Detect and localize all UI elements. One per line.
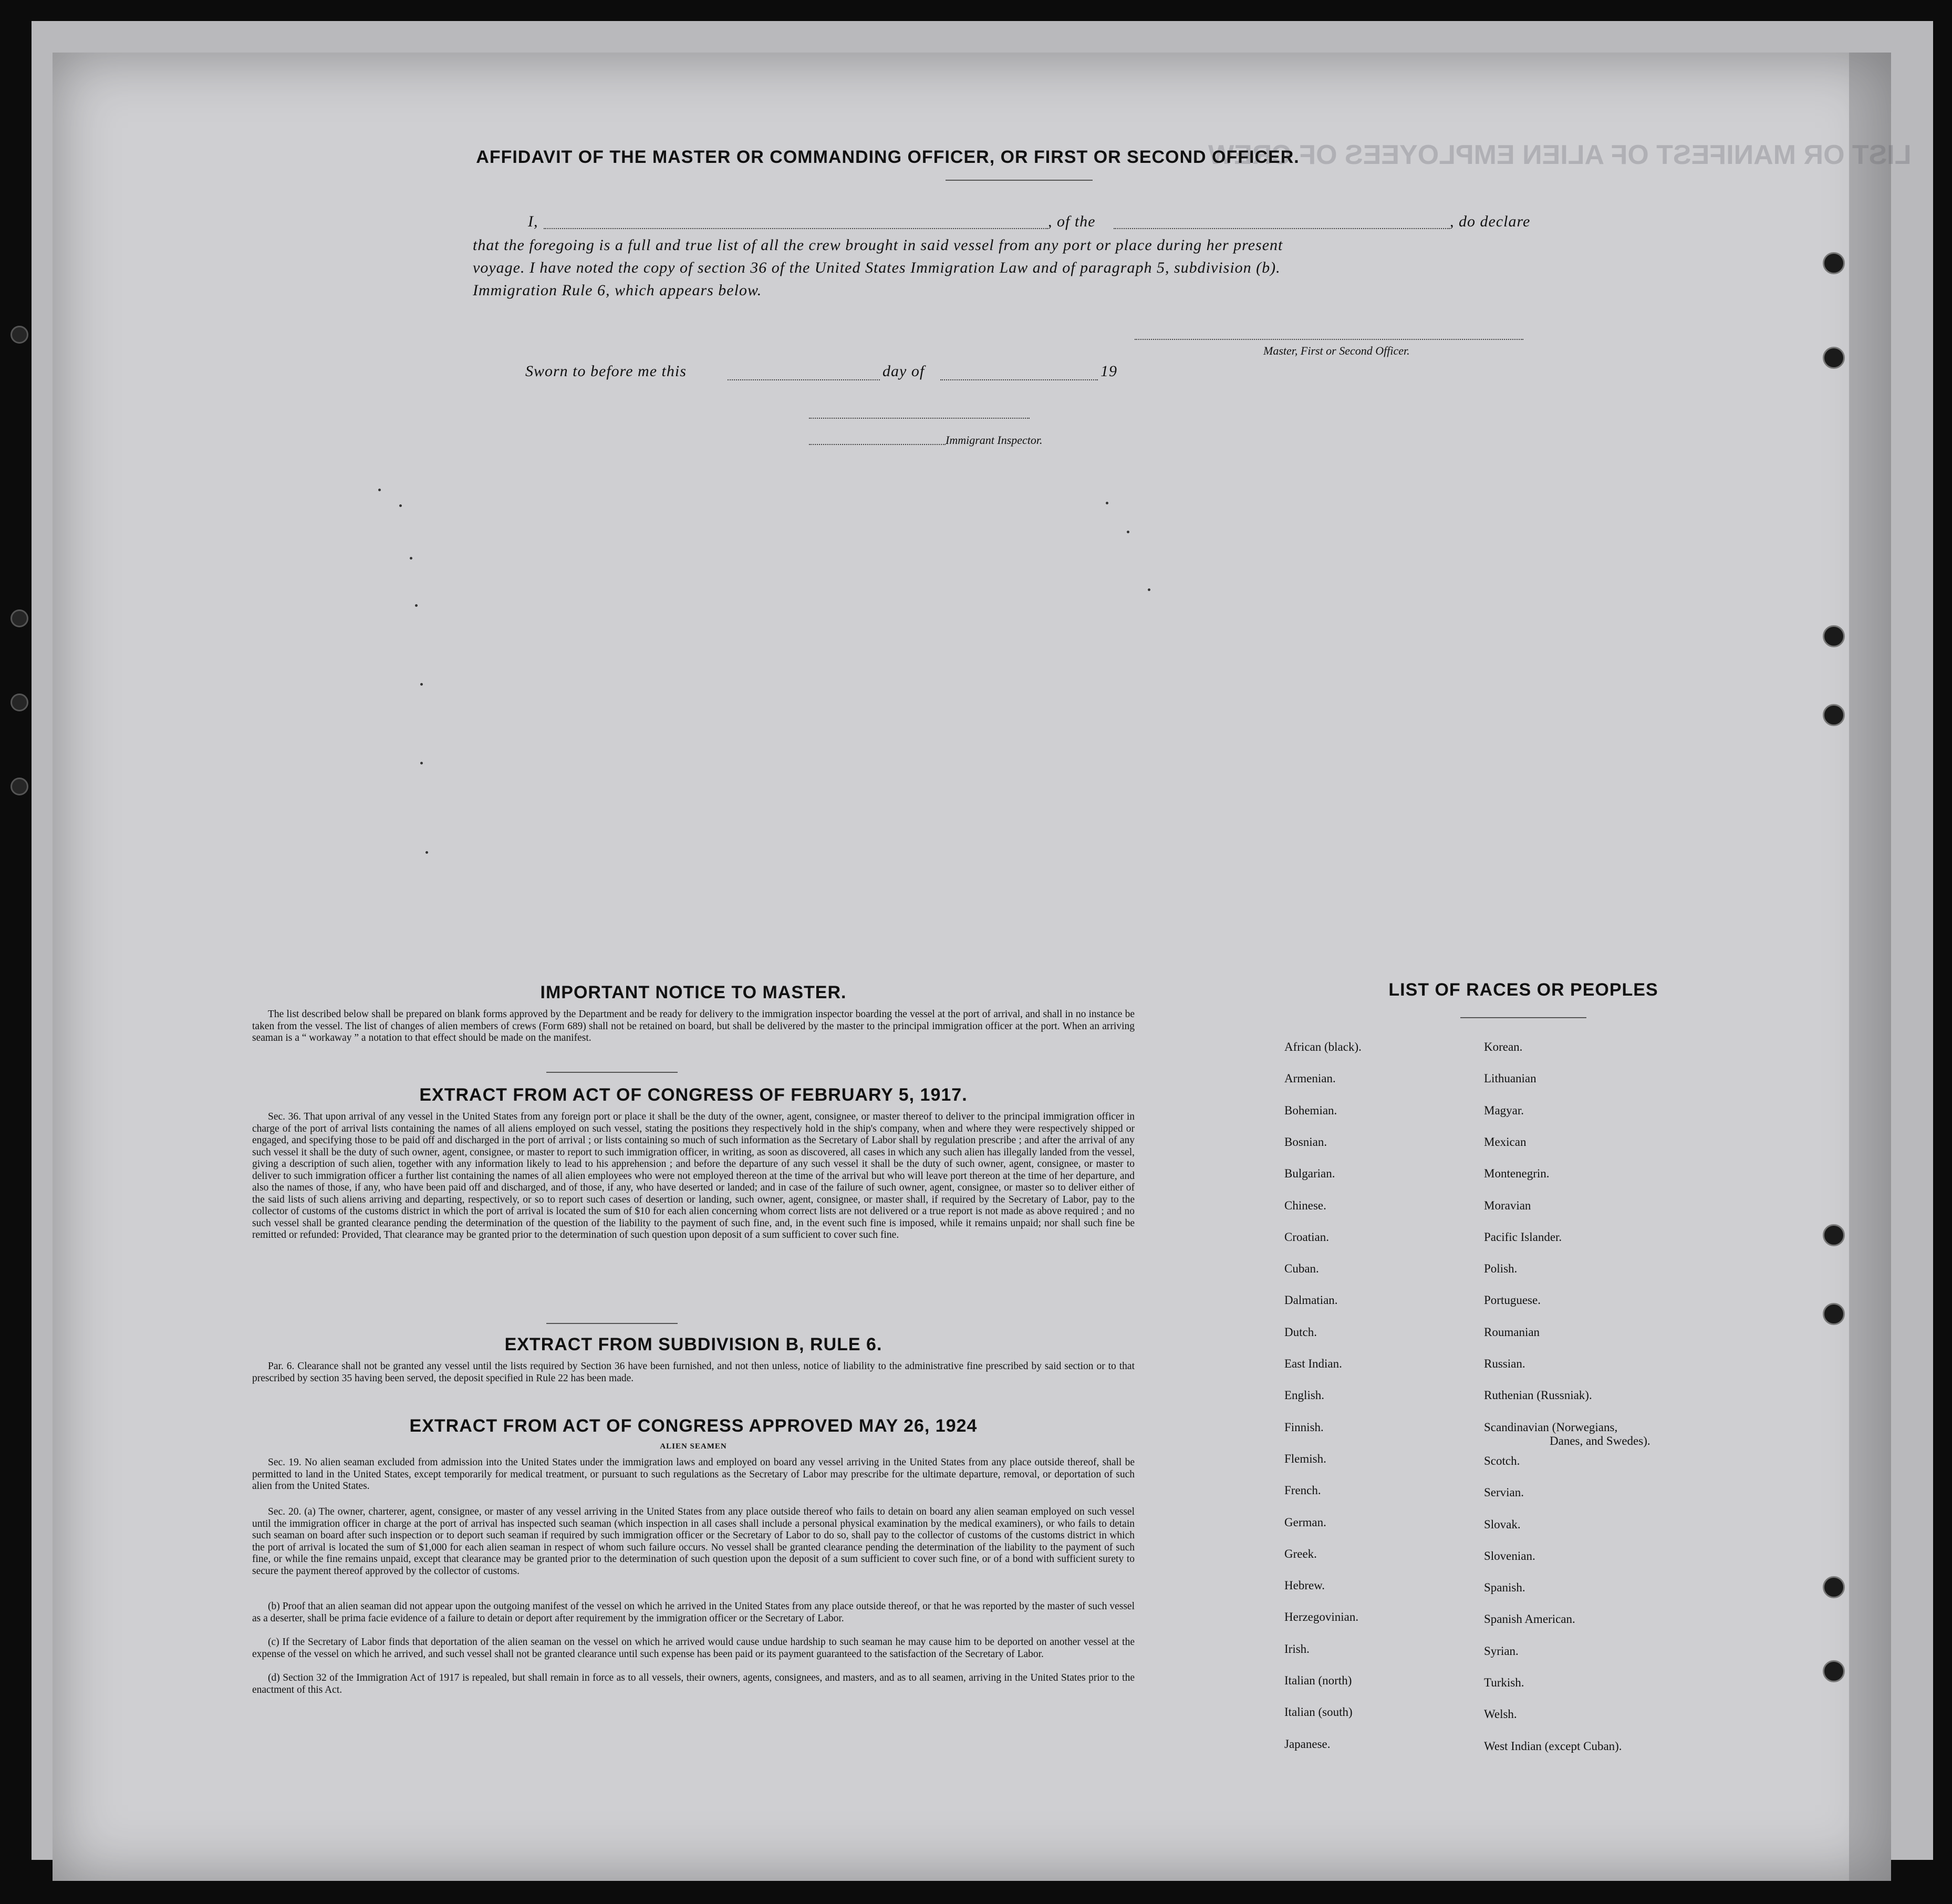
name-blank[interactable] bbox=[544, 228, 1048, 229]
inspector-label: Immigrant Inspector. bbox=[946, 433, 1043, 447]
binding-hole bbox=[1823, 252, 1845, 274]
extract-rule-6-title: EXTRACT FROM SUBDIVISION B, RULE 6. bbox=[504, 1334, 882, 1354]
mark bbox=[420, 762, 423, 764]
left-hole bbox=[11, 326, 28, 344]
mark bbox=[420, 683, 423, 686]
affidavit-of-the: , of the bbox=[1048, 213, 1096, 230]
inspector-blank[interactable] bbox=[809, 444, 946, 445]
extract-1917-rule bbox=[546, 1323, 678, 1324]
mark bbox=[425, 851, 428, 854]
affidavit-line-2: that the foregoing is a full and true list of all the crew brought in said vessel from any port or place during her present bbox=[473, 236, 1283, 254]
binding-hole bbox=[1823, 347, 1845, 369]
affidavit-title: AFFIDAVIT OF THE MASTER OR COMMANDING OFFICER, OR FIRST OR SECOND OFFICER. bbox=[476, 147, 1300, 167]
race-item: African (black). bbox=[1284, 1040, 1362, 1053]
race-item: Croatian. bbox=[1284, 1230, 1329, 1244]
race-item: Spanish. bbox=[1484, 1581, 1525, 1595]
extract-1924-title: EXTRACT FROM ACT OF CONGRESS APPROVED MAY 26, 1924 bbox=[409, 1416, 978, 1436]
extract-1917-title: EXTRACT FROM ACT OF CONGRESS OF FEBRUARY 5, 1917. bbox=[419, 1085, 968, 1105]
binding-hole bbox=[1823, 625, 1845, 647]
race-item: Finnish. bbox=[1284, 1420, 1324, 1434]
signature-blank[interactable] bbox=[1135, 339, 1523, 340]
race-item: Dutch. bbox=[1284, 1325, 1317, 1339]
race-item: Irish. bbox=[1284, 1642, 1310, 1655]
extract-1917-text: Sec. 36. That upon arrival of any vessel in the United States from any foreign port or place it shall be the duty of the owner, agent, consignee, or master thereof to deliver to the principal immigration officer in charge of the port of arrival lists containing the names of all aliens employed on such vessel, stating the positions they respectively hold in the ship's company, when and where they were respectively shipped or engaged, and specifying those to be paid off and discharged in the port of arrival ; or lists containing so much of such information as the Secretary of Labor shall by regulation prescribe ; and after the arrival of any such vessel it shall be the duty of such owner, agent, consignee, or master to report to such immigration officer, in writing, as soon as discovered, all cases in which any such alien has illegally landed from the vessel, giving a description of such alien, together with any information likely to lead to his apprehension ; and before the departure of any such vessel it shall be the duty of such owner, agent, consignee, or master to deliver to such immigration officer a further list containing the names of all alien employees who were not employed thereon at the time of the arrival but who will leave port thereon at the time of her departure, and also the names of those, if any, who have been paid off and discharged, and of those, if any, who have deserted or landed; and in case of the failure of such owner, agent, consignee, or master so to deliver either of the said lists of such aliens arriving and departing, respectively, or so to report such cases of desertion or landing, such owner, agent, consignee, or master shall, if required by the Secretary of Labor, pay to the collector of customs of the customs district in which the port of arrival is located the sum of $10 for each alien concerning whom correct lists are not delivered or a true report is not made as above required ; and no such vessel shall be granted clearance pending the determination of the question of the liability to the payment of such fine, and, in the event such fine is imposed, while it remains unpaid; nor shall such fine be remitted or refunded: Provided, That clearance may be granted prior to the determination of such question upon deposit of a sum sufficient to cover such fine. bbox=[252, 1111, 1135, 1240]
left-hole bbox=[11, 778, 28, 795]
mark bbox=[1106, 502, 1108, 504]
race-item: Spanish American. bbox=[1484, 1612, 1575, 1626]
mark bbox=[410, 557, 412, 560]
mark bbox=[1148, 588, 1150, 591]
year-label: 19 bbox=[1100, 363, 1117, 380]
left-hole bbox=[11, 694, 28, 711]
race-item: Italian (south) bbox=[1284, 1705, 1353, 1719]
left-hole bbox=[11, 609, 28, 627]
race-item: Scotch. bbox=[1484, 1454, 1520, 1467]
sworn-label: Sworn to before me this bbox=[525, 363, 687, 380]
race-item: Hebrew. bbox=[1284, 1579, 1325, 1592]
affidavit-declare: , do declare bbox=[1450, 213, 1531, 230]
binding-hole bbox=[1823, 1576, 1845, 1598]
race-item: Korean. bbox=[1484, 1040, 1523, 1053]
race-item: Servian. bbox=[1484, 1486, 1524, 1499]
binding-hole bbox=[1823, 1224, 1845, 1246]
race-item: Chinese. bbox=[1284, 1198, 1326, 1212]
document-page bbox=[53, 53, 1912, 1881]
race-item: English. bbox=[1284, 1389, 1325, 1402]
race-item: Magyar. bbox=[1484, 1103, 1524, 1117]
vessel-blank[interactable] bbox=[1114, 228, 1450, 229]
mark bbox=[399, 504, 402, 507]
race-item: Bulgarian. bbox=[1284, 1167, 1335, 1181]
section-20d-text: (d) Section 32 of the Immigration Act of 1917 is repealed, but shall remain in force as to all vessels, their owners, agents, consignees, and masters, and as to all seamen, arriving in the United States prior to the enactment of this Act. bbox=[252, 1672, 1135, 1695]
race-item: German. bbox=[1284, 1515, 1326, 1529]
day-of-label: day of bbox=[882, 363, 925, 380]
race-item: Cuban. bbox=[1284, 1262, 1319, 1276]
race-item: Russian. bbox=[1484, 1357, 1525, 1370]
notice-rule bbox=[546, 1072, 678, 1073]
title-rule bbox=[946, 180, 1093, 181]
race-item: Slovak. bbox=[1484, 1517, 1521, 1531]
binding-hole bbox=[1823, 704, 1845, 726]
race-item: Moravian bbox=[1484, 1198, 1531, 1212]
race-item: Danes, and Swedes). bbox=[1550, 1434, 1650, 1447]
race-item: Syrian. bbox=[1484, 1644, 1519, 1658]
section-19-text: Sec. 19. No alien seaman excluded from admission into the United States under the immigration laws and employed on board any vessel arriving in the United States from any place outside thereof, shall be permitted to land in the United States, except temporarily for medical treatment, or pursuant to such regulations as the Secretary of Labor may prescribe for the ultimate departure, removal, or deportation of such alien from the United States. bbox=[252, 1457, 1135, 1492]
mark bbox=[415, 604, 418, 607]
extract-1924-subtitle: ALIEN SEAMEN bbox=[660, 1442, 727, 1451]
race-item: Greek. bbox=[1284, 1547, 1317, 1560]
race-item: Roumanian bbox=[1484, 1325, 1540, 1339]
affidavit-i: I, bbox=[528, 213, 538, 230]
mark bbox=[378, 489, 381, 491]
race-item: Pacific Islander. bbox=[1484, 1230, 1562, 1244]
race-item: Welsh. bbox=[1484, 1708, 1517, 1721]
section-20c-text: (c) If the Secretary of Labor finds that deportation of the alien seaman on the vessel on which he arrived would cause undue hardship to such seaman he may cause him to be deported on another vessel at the expense of the vessel on which he arrived, and such vessel shall not be granted clearance until such expense has been paid or its payment guaranteed to the satisfaction of the Secretary of Labor. bbox=[252, 1637, 1135, 1660]
section-20b-text: (b) Proof that an alien seaman did not appear upon the outgoing manifest of the vessel on which he arrived in the United States from any place outside thereof, or that he was reported by the master of such vessel as a deserter, shall be prima facie evidence of a failure to detain or deport after requirement by the immigration officer or the Secretary of Labor. bbox=[252, 1601, 1135, 1624]
race-item: East Indian. bbox=[1284, 1357, 1342, 1370]
extract-rule-6-text: Par. 6. Clearance shall not be granted any vessel until the lists required by Section 36 have been furnished, and not then unless, notice of liability to the administrative fine prescribed by said section or to that prescribed by section 35 having been served, the deposit specified in Rule 22 has been made. bbox=[252, 1361, 1135, 1384]
race-item: Japanese. bbox=[1284, 1737, 1331, 1751]
affidavit-line-3: voyage. I have noted the copy of section 36 of the United States Immigration Law and of paragraph 5, subdivision (b). bbox=[473, 259, 1281, 276]
race-item: Turkish. bbox=[1484, 1676, 1524, 1689]
race-item: Mexican bbox=[1484, 1135, 1527, 1148]
race-item: Lithuanian bbox=[1484, 1072, 1536, 1085]
race-item: Italian (north) bbox=[1284, 1674, 1352, 1687]
race-item: Flemish. bbox=[1284, 1452, 1326, 1465]
mark bbox=[1127, 531, 1129, 533]
affidavit-line-4: Immigration Rule 6, which appears below. bbox=[473, 282, 762, 299]
race-item: Bosnian. bbox=[1284, 1135, 1327, 1148]
race-item: Herzegovinian. bbox=[1284, 1610, 1359, 1624]
month-blank[interactable] bbox=[940, 379, 1098, 380]
race-item: Scandinavian (Norwegians, bbox=[1484, 1420, 1618, 1434]
notice-title: IMPORTANT NOTICE TO MASTER. bbox=[540, 982, 847, 1002]
race-item: French. bbox=[1284, 1484, 1321, 1497]
race-item: Portuguese. bbox=[1484, 1294, 1541, 1307]
day-blank[interactable] bbox=[728, 379, 880, 380]
races-title: LIST OF RACES OR PEOPLES bbox=[1388, 980, 1658, 1000]
race-item: Dalmatian. bbox=[1284, 1294, 1338, 1307]
binding-hole bbox=[1823, 1303, 1845, 1325]
binding-hole bbox=[1823, 1660, 1845, 1682]
bleed-through-heading: LIST OR MANIFEST OF ALIEN EMPLOYEES OF CREW bbox=[1208, 140, 1912, 170]
race-item: Bohemian. bbox=[1284, 1103, 1337, 1117]
race-item: Slovenian. bbox=[1484, 1549, 1535, 1562]
race-item: Ruthenian (Russniak). bbox=[1484, 1389, 1592, 1402]
inspector-rule bbox=[809, 418, 1030, 419]
master-signature-label: Master, First or Second Officer. bbox=[1263, 344, 1410, 357]
race-item: Armenian. bbox=[1284, 1072, 1336, 1085]
race-item: Montenegrin. bbox=[1484, 1167, 1550, 1181]
section-20a-text: Sec. 20. (a) The owner, charterer, agent, consignee, or master of any vessel arriving in the United States from any place outside thereof who fails to detain on board any alien seaman employed on such vessel until the immigration officer in charge at the port of arrival has inspected such seaman (which inspection in all cases shall include a personal physical examination by the medical examiners), or who fails to detain such seaman on board after such inspection or to deport such seaman if required by such immigration officer or the Secretary of Labor to do so, shall pay to the collector of customs of the customs district in which the port of arrival is located the sum of $1,000 for each alien seaman in respect of whom such failure occurs. No vessel shall be granted clearance pending the determination of the liability to the payment of such fine, or while the fine remains unpaid, except that clearance may be granted prior to the determination of such question upon the deposit of a sum sufficient to cover such fine, or of a bond with sufficient surety to secure the payment thereof approved by the collector of customs. bbox=[252, 1506, 1135, 1577]
race-item: West Indian (except Cuban). bbox=[1484, 1739, 1622, 1753]
race-item: Polish. bbox=[1484, 1262, 1518, 1276]
races-rule bbox=[1460, 1017, 1586, 1018]
page-edge-shadow bbox=[1849, 53, 1891, 1881]
notice-text: The list described below shall be prepared on blank forms approved by the Department and be ready for delivery to the immigration inspector boarding the vessel at the port of arrival, and shall in no instance be taken from the vessel. The list of changes of alien members of crews (Form 689) shall not be retained on board, but shall be delivered by the master to the principal immigration officer at the port. When an arriving seaman is a “ workaway ” a notation to that effect should be made on the manifest. bbox=[252, 1009, 1135, 1043]
